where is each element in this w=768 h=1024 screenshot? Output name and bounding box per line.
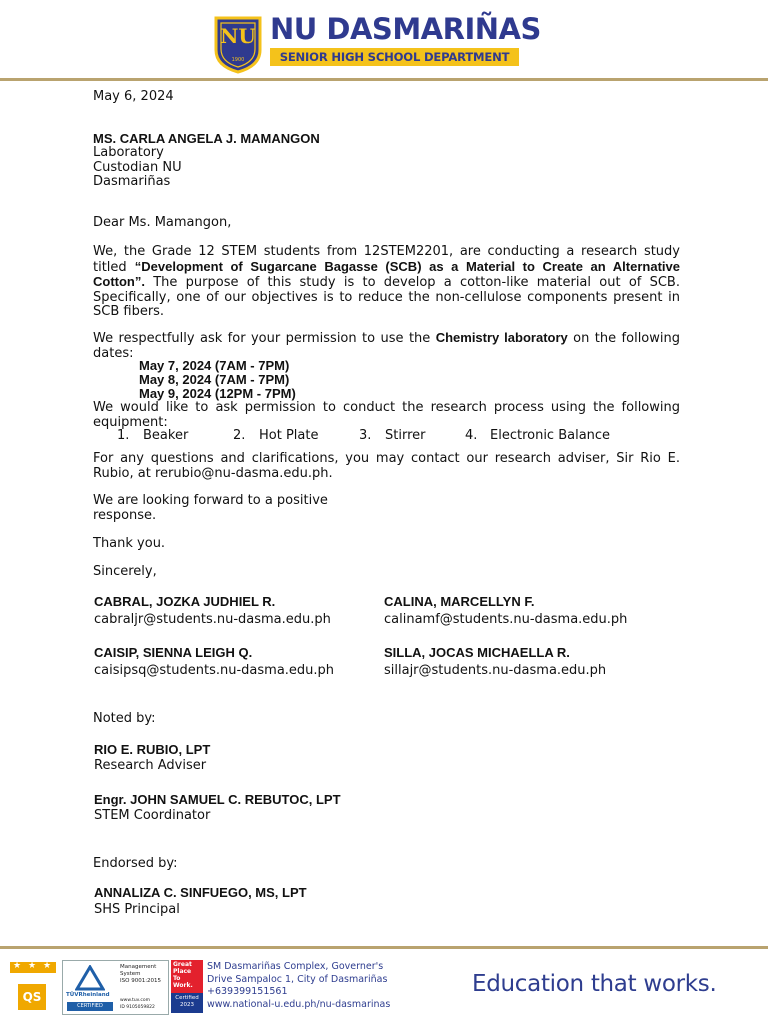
tuv-brand: TÜVRheinland — [66, 992, 110, 998]
tuv-line: Management — [120, 964, 157, 970]
gptw-cert: Certified — [175, 995, 199, 1001]
principal-signature — [94, 885, 307, 918]
equipment-number: 4. — [465, 428, 478, 443]
coordinator-name: Engr. JOHN SAMUEL C. REBUTOC, LPT — [94, 792, 341, 807]
student-name: CALINA, MARCELLYN F. — [384, 594, 535, 609]
p3-line: equipment: — [93, 414, 168, 430]
star-icon: ★ — [13, 961, 22, 971]
qs-logo — [18, 984, 46, 1010]
p4-line: Rubio, at rerubio@nu-dasma.edu.ph. — [93, 465, 333, 481]
dates-list — [139, 359, 296, 401]
student-signature — [94, 594, 331, 628]
star-icon: ★ — [43, 961, 52, 971]
coordinator-signature — [94, 792, 341, 824]
department-label: SENIOR HIGH SCHOOL DEPARTMENT — [279, 50, 510, 64]
principal-title: SHS Principal — [94, 902, 180, 917]
paragraph-closing — [93, 494, 328, 523]
gptw-line: Place — [173, 968, 192, 975]
student-signature — [94, 645, 334, 679]
noted-by-label: Noted by: — [93, 711, 156, 726]
student-email: cabraljr@students.nu-dasma.edu.ph — [94, 612, 331, 627]
tagline: Education that works. — [472, 971, 717, 997]
gptw-line: To — [173, 975, 181, 982]
gptw-year: 2023 — [180, 1002, 194, 1008]
student-email: sillajr@students.nu-dasma.edu.ph — [384, 663, 607, 678]
header — [0, 0, 768, 80]
p2-line — [93, 331, 680, 347]
header-rule — [0, 78, 768, 81]
gptw-red-box — [171, 960, 203, 993]
p1-line: SCB fibers. — [93, 304, 165, 319]
gptw-certified-box — [171, 993, 203, 1013]
p5-line: response. — [93, 507, 157, 523]
tuv-line: System — [120, 971, 141, 977]
date-item: May 7, 2024 (7AM - 7PM) — [139, 358, 290, 373]
tuv-system — [120, 964, 161, 985]
paragraph-equipment — [93, 401, 680, 430]
website-link[interactable]: www.national-u.edu.ph/nu-dasmarinas — [207, 998, 391, 1010]
qs-stars-badge — [10, 962, 56, 973]
p1-line — [93, 260, 680, 276]
paragraph-permission — [93, 331, 680, 361]
study-title-end: Cotton”. — [93, 274, 145, 289]
p4-line: For any questions and clarifications, you may contact our research adviser, Sir Rio E. — [93, 451, 680, 466]
gptw-line: Work. — [173, 982, 193, 989]
paragraph-research — [93, 245, 680, 320]
recipient-line: Laboratory — [93, 145, 164, 160]
p5-line: We are looking forward to a positive — [93, 493, 328, 508]
recipient-line: Dasmariñas — [93, 174, 171, 189]
address-line: SM Dasmariñas Complex, Governer's — [207, 961, 384, 972]
date-item: May 8, 2024 (7AM - 7PM) — [139, 372, 290, 387]
principal-name: ANNALIZA C. SINFUEGO, MS, LPT — [94, 885, 307, 900]
qs-label: QS — [22, 990, 42, 1004]
p1-line — [93, 275, 680, 291]
recipient-line: Custodian NU — [93, 159, 182, 175]
tuv-certified: CERTIFIED — [67, 1002, 113, 1011]
p2-line: dates: — [93, 345, 134, 361]
recipient-name: MS. CARLA ANGELA J. MAMANGON — [93, 131, 320, 146]
brand-title: NU DASMARIÑAS — [270, 12, 541, 46]
adviser-signature — [94, 742, 210, 774]
p1-line: We, the Grade 12 STEM students from 12STEM2201, are conducting a research study — [93, 244, 680, 259]
gptw-badge — [171, 960, 203, 1013]
star-icon: ★ — [28, 961, 37, 971]
address-line: Drive Sampaloc 1, City of Dasmariñas — [207, 973, 388, 985]
equipment-item: Beaker — [143, 428, 189, 443]
lab-name: Chemistry laboratory — [435, 330, 568, 345]
tuv-line: ISO 9001:2015 — [120, 978, 162, 984]
student-name: CABRAL, JOZKA JUDHIEL R. — [94, 594, 276, 609]
tuv-badge — [62, 960, 169, 1015]
student-email: calinamf@students.nu-dasma.edu.ph — [384, 612, 628, 627]
p1-line: Specifically, one of our objectives is to reduce the non-cellulose components present in — [93, 289, 680, 305]
p1-text: titled — [93, 259, 135, 275]
phone-number: +639399151561 — [207, 986, 288, 997]
closing: Sincerely, — [93, 564, 157, 579]
letter-date: May 6, 2024 — [93, 89, 174, 104]
tuv-triangle-icon — [75, 965, 105, 991]
p1-text: The purpose of this study is to develop a cotton-like material out of SCB. — [144, 275, 680, 290]
department-banner — [270, 48, 519, 66]
footer-rule — [0, 946, 768, 949]
thanks: Thank you. — [93, 536, 166, 551]
seal-monogram: NU — [220, 24, 256, 48]
study-title: “Development of Sugarcane Bagasse (SCB) as a Material to Create an Alternative — [134, 258, 680, 274]
student-name: SILLA, JOCAS MICHAELLA R. — [384, 645, 570, 660]
student-name: CAISIP, SIENNA LEIGH Q. — [94, 645, 253, 660]
equipment-number: 3. — [359, 428, 372, 443]
date-item: May 9, 2024 (12PM - 7PM) — [139, 386, 296, 401]
p3-line: We would like to ask permission to conduct the research process using the following — [93, 400, 680, 415]
student-signature — [384, 645, 606, 679]
equipment-item: Stirrer — [385, 428, 426, 443]
coordinator-title: STEM Coordinator — [94, 808, 211, 823]
footer-address — [207, 961, 390, 1011]
equipment-number: 2. — [233, 428, 246, 443]
tuv-id: ID 9105059822 — [120, 1005, 155, 1010]
adviser-title: Research Adviser — [94, 758, 207, 773]
p2-text: We respectfully ask for your permission to use the — [93, 331, 436, 346]
tuv-url: www.tuv.com — [120, 998, 151, 1003]
salutation: Dear Ms. Mamangon, — [93, 215, 232, 230]
student-signature — [384, 594, 627, 628]
adviser-name: RIO E. RUBIO, LPT — [94, 742, 211, 757]
student-email: caisipsq@students.nu-dasma.edu.ph — [94, 663, 335, 678]
p2-text: on the following — [567, 331, 680, 346]
seal-year: 1900 — [231, 57, 245, 63]
equipment-item: Hot Plate — [259, 428, 319, 443]
recipient-address — [93, 146, 182, 190]
equipment-number: 1. — [117, 428, 130, 443]
equipment-item: Electronic Balance — [490, 428, 611, 443]
paragraph-contact — [93, 452, 680, 481]
endorsed-by-label: Endorsed by: — [93, 856, 178, 871]
gptw-line: Great — [173, 961, 192, 968]
